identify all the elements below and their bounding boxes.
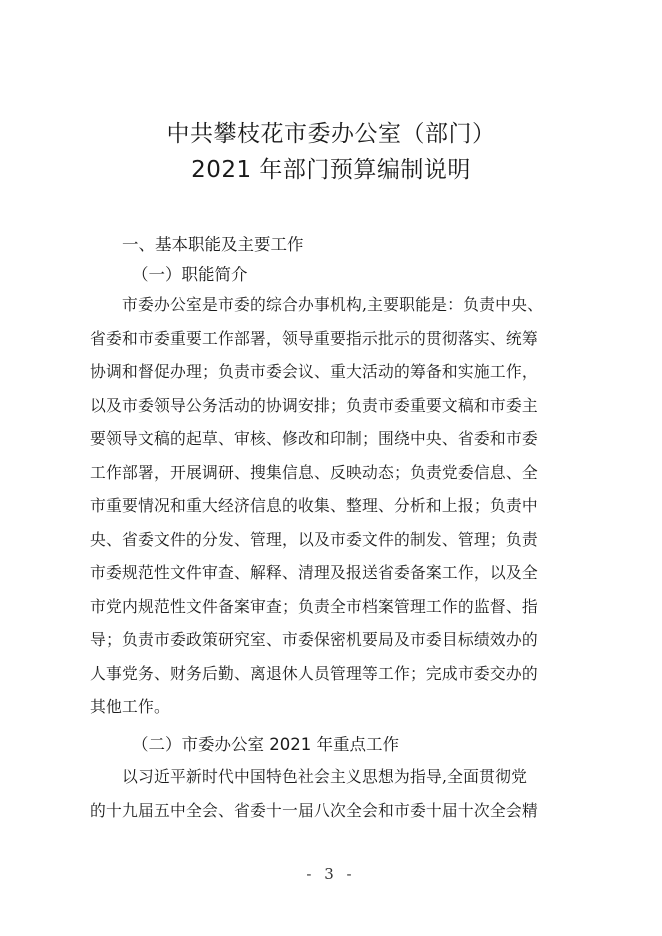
paragraph-line: 央、省委文件的分发、管理，以及市委文件的制发、管理；负责 xyxy=(90,529,538,549)
paragraph-key-work xyxy=(90,760,538,827)
paragraph-line: 导；负责市委政策研究室、市委保密机要局及市委目标绩效办的 xyxy=(90,630,538,649)
paragraph-line: 市委办公室是市委的综合办事机构,主要职能是：负责中央、 xyxy=(122,295,544,314)
document-title-line-1: 中共攀枝花市委办公室（部门） xyxy=(166,121,496,147)
paragraph-line: 的十九届五中全会、省委十一届八次全会和市委十届十次全会精 xyxy=(90,800,538,820)
paragraph-line: 协调和督促办理；负责市委会议、重大活动的筹备和实施工作， xyxy=(90,362,538,381)
subsection-heading-function-intro: （一）职能简介 xyxy=(132,265,248,284)
paragraph-line: 人事党务、财务后勤、离退休人员管理等工作；完成市委交办的 xyxy=(90,663,538,683)
section-heading-basic-functions: 一、基本职能及主要工作 xyxy=(122,235,304,254)
paragraph-line: 市重要情况和重大经济信息的收集、整理、分析和上报；负责中 xyxy=(90,496,538,515)
paragraph-line: 市委规范性文件审查、解释、清理及报送省委备案工作，以及全 xyxy=(90,563,538,582)
paragraph-line: 以及市委领导公务活动的协调安排；负责市委重要文稿和市委主 xyxy=(90,395,538,415)
paragraph-function-intro xyxy=(90,288,543,724)
paragraph-line: 以习近平新时代中国特色社会主义思想为指导,全面贯彻党 xyxy=(122,767,528,786)
paragraph-line: 工作部署，开展调研、搜集信息、反映动态；负责党委信息、全 xyxy=(90,462,538,482)
paragraph-line: 其他工作。 xyxy=(90,697,170,716)
paragraph-line: 省委和市委重要工作部署，领导重要指示批示的贯彻落实、统筹 xyxy=(90,328,538,348)
document-title-line-2: 2021 年部门预算编制说明 xyxy=(191,157,471,183)
paragraph-line: 市党内规范性文件备案审查；负责全市档案管理工作的监督、指 xyxy=(90,596,538,616)
paragraph-line: 要领导文稿的起草、审核、修改和印制；围绕中央、省委和市委 xyxy=(90,429,538,448)
subsection-heading-key-work-2021: （二）市委办公室 2021 年重点工作 xyxy=(132,735,399,754)
page-number: - 3 - xyxy=(306,865,356,883)
